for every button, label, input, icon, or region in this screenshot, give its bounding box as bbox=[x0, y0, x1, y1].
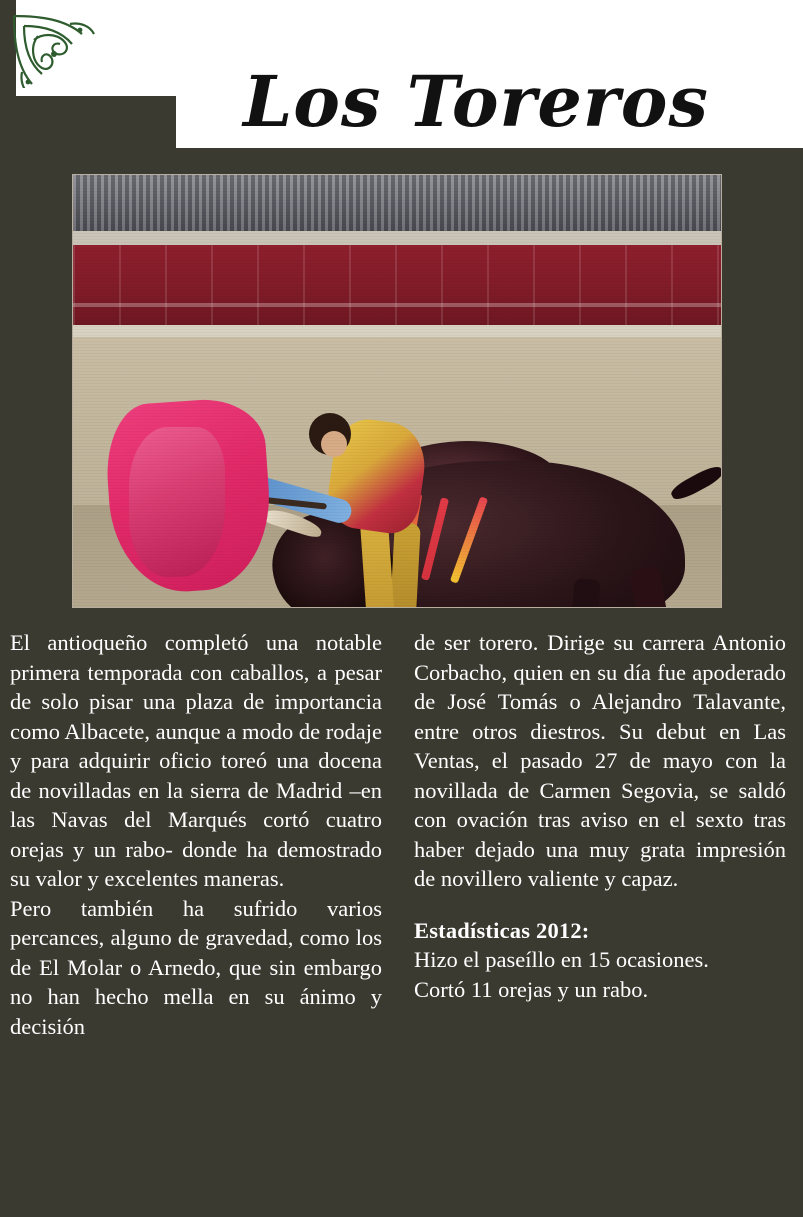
statistics-heading: Estadísticas 2012: bbox=[414, 917, 590, 943]
photo-barrier-stripe bbox=[73, 303, 722, 307]
photo-crowd-stands bbox=[73, 175, 722, 231]
article-column-right bbox=[414, 628, 786, 1004]
photo-barrier-ledge bbox=[73, 325, 722, 337]
floral-corner-ornament-icon bbox=[8, 10, 100, 88]
article-paragraph: de ser torero. Dirige su carrera Antonio Corbacho, quien en su día fue apoderado de José Tomás o Alejandro Talavante, entre otros diestros. Su debut en Las Ventas, el pasado 27 de mayo con la novillada de Carmen Segovia, se saldó con ovación tras aviso en el sexto tras haber dejado una muy grata impresión de novillero valiente y capaz. bbox=[414, 630, 786, 891]
page-title-bar bbox=[176, 60, 803, 148]
article-body bbox=[10, 628, 793, 1188]
article-paragraph: El antioqueño completó una notable primera temporada con caballos, a pesar de solo pisar una plaza de importancia como Albacete, aunque a modo de rodaje y para adquirir oficio toreó una docena de novilladas en la sierra de Madrid –en las Navas del Marqués cortó cuatro orejas y un rabo- donde ha demostrado su valor y excelentes maneras. bbox=[10, 630, 382, 891]
article-paragraph: Pero también ha sufrido varios percances, alguno de gravedad, como los de El Molar o Arnedo, que sin embargo no han hecho mella en su ánimo y decisión bbox=[10, 895, 382, 1039]
page-title: Los Toreros bbox=[243, 60, 709, 143]
photo-upper-barrier bbox=[73, 231, 722, 245]
muleta-fold bbox=[129, 427, 225, 577]
torero-face bbox=[321, 431, 347, 457]
title-underline bbox=[176, 148, 803, 154]
article-column-left bbox=[10, 628, 382, 1041]
statistics-line: Cortó 11 orejas y un rabo. bbox=[414, 976, 649, 1002]
statistics-line: Hizo el paseíllo en 15 ocasiones. bbox=[414, 947, 709, 972]
bullfight-photo bbox=[72, 174, 722, 608]
photo-barrier-posts bbox=[73, 245, 722, 327]
